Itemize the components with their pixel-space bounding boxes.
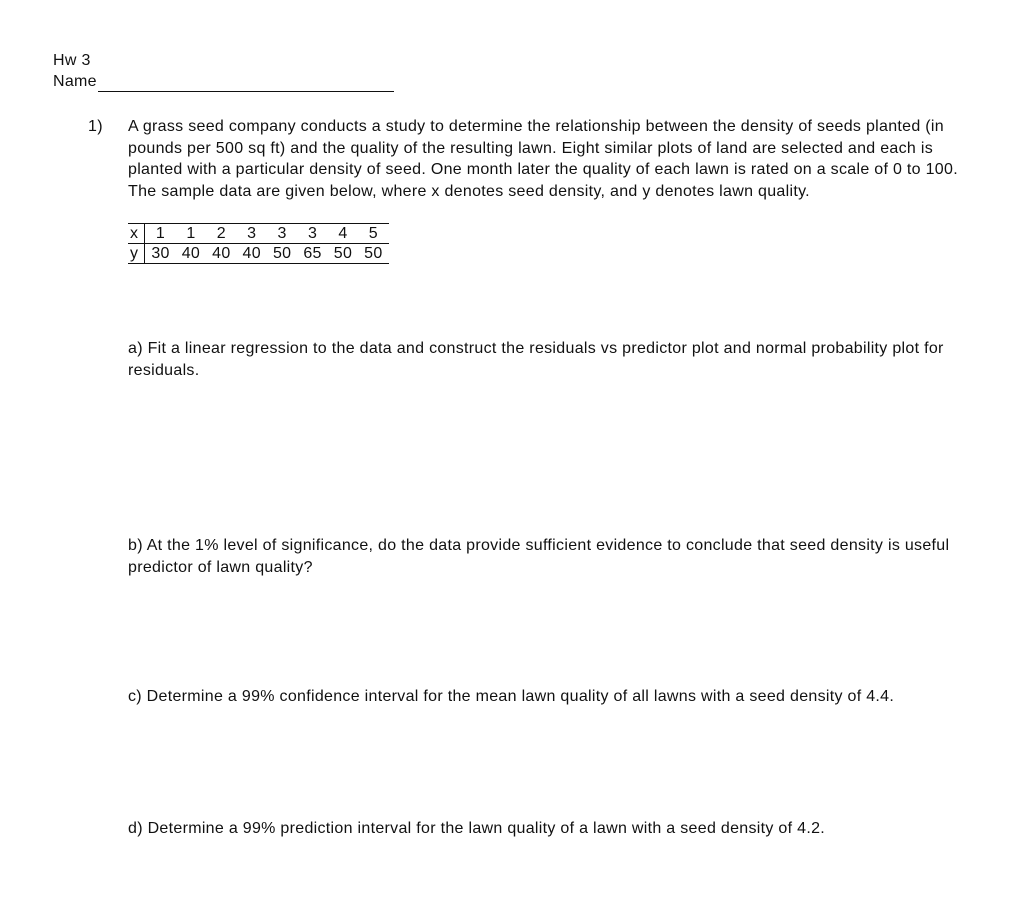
x-value-cell: 2 bbox=[206, 224, 236, 244]
y-value-cell: 50 bbox=[358, 244, 388, 264]
y-label: y bbox=[128, 244, 145, 264]
question-1-body bbox=[88, 116, 988, 202]
x-value-cell: 1 bbox=[176, 224, 206, 244]
y-value-cell: 30 bbox=[145, 244, 176, 264]
y-value-cell: 50 bbox=[267, 244, 297, 264]
name-line bbox=[53, 71, 394, 92]
x-value-cell: 4 bbox=[328, 224, 358, 244]
name-blank bbox=[98, 77, 394, 92]
part-c: c) Determine a 99% confidence interval for the mean lawn quality of all lawns with a seed density of 4.4. bbox=[128, 688, 895, 705]
x-value-cell: 1 bbox=[145, 224, 176, 244]
y-value-cell: 65 bbox=[297, 244, 327, 264]
homework-label: Hw 3 bbox=[53, 52, 91, 69]
y-value-cell: 40 bbox=[176, 244, 206, 264]
y-value-cell: 40 bbox=[206, 244, 236, 264]
question-text: A grass seed company conducts a study to determine the relationship between the density of seeds planted (in pounds per 500 sq ft) and the quality of the resulting lawn. Eight similar plots of land are selected and each is planted with a particular density of seed. One month later the quality of each lawn is rated on a scale of 0 to 100. The sample data are given below, where x denotes seed density, and y denotes lawn quality. bbox=[128, 118, 958, 200]
part-a: a) Fit a linear regression to the data and construct the residuals vs predictor plot and normal probability plot for residuals. bbox=[128, 340, 944, 379]
data-table bbox=[128, 223, 389, 264]
document-header bbox=[53, 50, 394, 92]
x-label: x bbox=[128, 224, 145, 244]
question-1 bbox=[88, 116, 988, 202]
part-d: d) Determine a 99% prediction interval for the lawn quality of a lawn with a seed density of 4.2. bbox=[128, 820, 826, 837]
x-value-cell: 3 bbox=[297, 224, 327, 244]
y-value-cell: 40 bbox=[237, 244, 267, 264]
x-value-cell: 5 bbox=[358, 224, 388, 244]
y-value-cell: 50 bbox=[328, 244, 358, 264]
table-row-y bbox=[128, 244, 389, 264]
part-b: b) At the 1% level of significance, do the data provide sufficient evidence to conclude that seed density is useful predictor of lawn quality? bbox=[128, 537, 950, 576]
x-value-cell: 3 bbox=[267, 224, 297, 244]
question-number: 1) bbox=[88, 118, 103, 135]
x-value-cell: 3 bbox=[237, 224, 267, 244]
table-row-x bbox=[128, 224, 389, 244]
name-label: Name bbox=[53, 73, 97, 90]
